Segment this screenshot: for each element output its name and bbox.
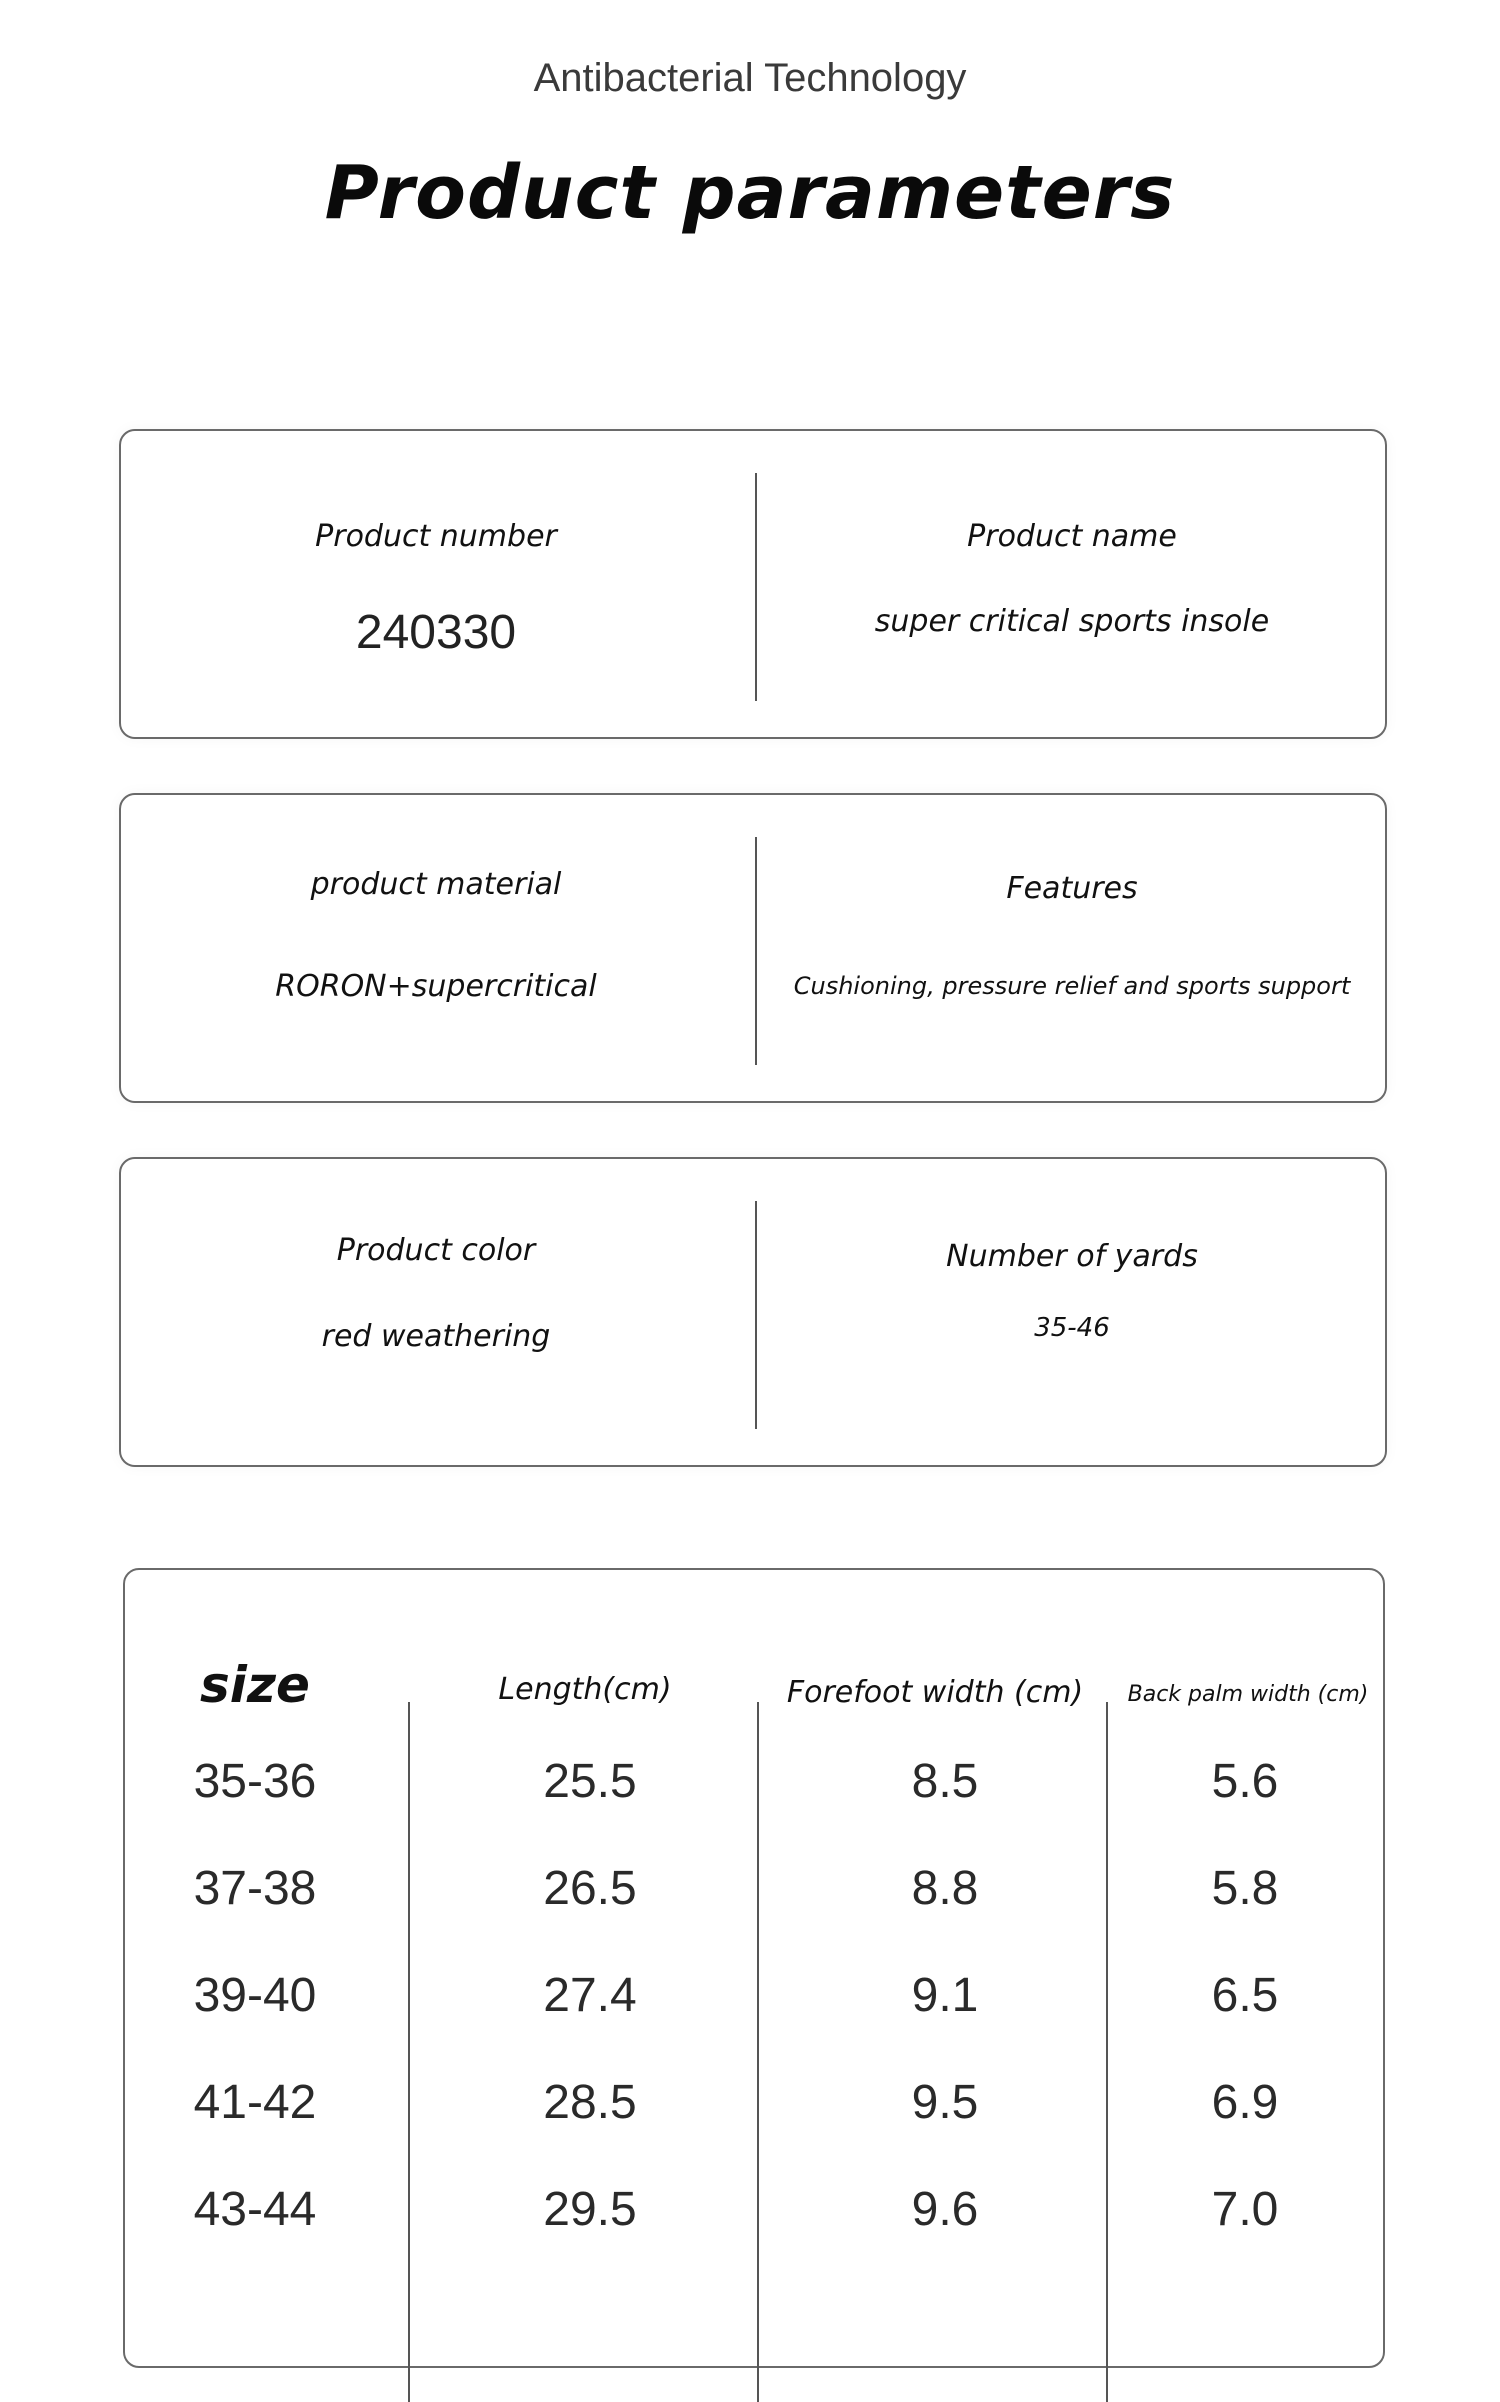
param-card-product bbox=[119, 429, 1387, 739]
table-cell-size: 41-42 bbox=[193, 2076, 317, 2129]
table-cell-length: 28.5 bbox=[543, 2076, 637, 2129]
table-header-back-palm-width: Back palm width (cm) bbox=[1127, 1682, 1369, 1707]
param-cell-product-number bbox=[121, 431, 751, 737]
table-cell-back-palm: 6.9 bbox=[1211, 2076, 1279, 2129]
param-label: Product number bbox=[315, 519, 557, 554]
table-cell-forefoot: 9.1 bbox=[911, 1969, 979, 2022]
column-divider bbox=[757, 1702, 759, 2402]
table-cell-forefoot: 9.6 bbox=[911, 2183, 979, 2236]
card-divider bbox=[755, 1201, 757, 1429]
header-kicker: Antibacterial Technology bbox=[533, 56, 967, 100]
table-cell-forefoot: 9.5 bbox=[911, 2076, 979, 2129]
table-cell-size: 43-44 bbox=[193, 2183, 317, 2236]
param-card-material bbox=[119, 793, 1387, 1103]
param-cell-color bbox=[121, 1159, 751, 1465]
table-cell-size: 37-38 bbox=[193, 1862, 317, 1915]
param-value: Cushioning, pressure relief and sports support bbox=[793, 972, 1351, 1000]
param-value: red weathering bbox=[321, 1319, 551, 1354]
page-title: Product parameters bbox=[324, 150, 1176, 236]
param-label: Number of yards bbox=[946, 1239, 1198, 1274]
table-cell-length: 27.4 bbox=[543, 1969, 637, 2022]
table-cell-back-palm: 5.6 bbox=[1211, 1755, 1279, 1808]
param-value: 35-46 bbox=[1034, 1313, 1110, 1343]
table-cell-forefoot: 8.5 bbox=[911, 1755, 979, 1808]
table-header-length: Length(cm) bbox=[498, 1672, 672, 1707]
table-cell-size: 39-40 bbox=[193, 1969, 317, 2022]
param-label: Features bbox=[1006, 871, 1138, 906]
column-divider bbox=[408, 1702, 410, 2402]
table-cell-forefoot: 8.8 bbox=[911, 1862, 979, 1915]
table-cell-back-palm: 7.0 bbox=[1211, 2183, 1279, 2236]
table-cell-length: 26.5 bbox=[543, 1862, 637, 1915]
param-value: super critical sports insole bbox=[874, 604, 1270, 639]
param-cell-material bbox=[121, 795, 751, 1101]
table-cell-back-palm: 6.5 bbox=[1211, 1969, 1279, 2022]
size-table bbox=[123, 1568, 1385, 2368]
param-cell-features bbox=[759, 795, 1385, 1101]
param-label: product material bbox=[310, 867, 562, 902]
column-divider bbox=[1106, 1702, 1108, 2402]
table-cell-back-palm: 5.8 bbox=[1211, 1862, 1279, 1915]
param-card-color bbox=[119, 1157, 1387, 1467]
table-cell-length: 25.5 bbox=[543, 1755, 637, 1808]
param-value: RORON+supercritical bbox=[275, 969, 597, 1004]
param-label: Product color bbox=[336, 1233, 536, 1268]
param-label: Product name bbox=[967, 519, 1177, 554]
param-value: 240330 bbox=[355, 606, 517, 659]
card-divider bbox=[755, 473, 757, 701]
param-cell-yards bbox=[759, 1159, 1385, 1465]
param-cell-product-name bbox=[759, 431, 1385, 737]
table-cell-size: 35-36 bbox=[193, 1755, 317, 1808]
card-divider bbox=[755, 837, 757, 1065]
table-cell-length: 29.5 bbox=[543, 2183, 637, 2236]
table-header-size: size bbox=[200, 1656, 310, 1714]
table-header-forefoot-width: Forefoot width (cm) bbox=[786, 1675, 1084, 1710]
